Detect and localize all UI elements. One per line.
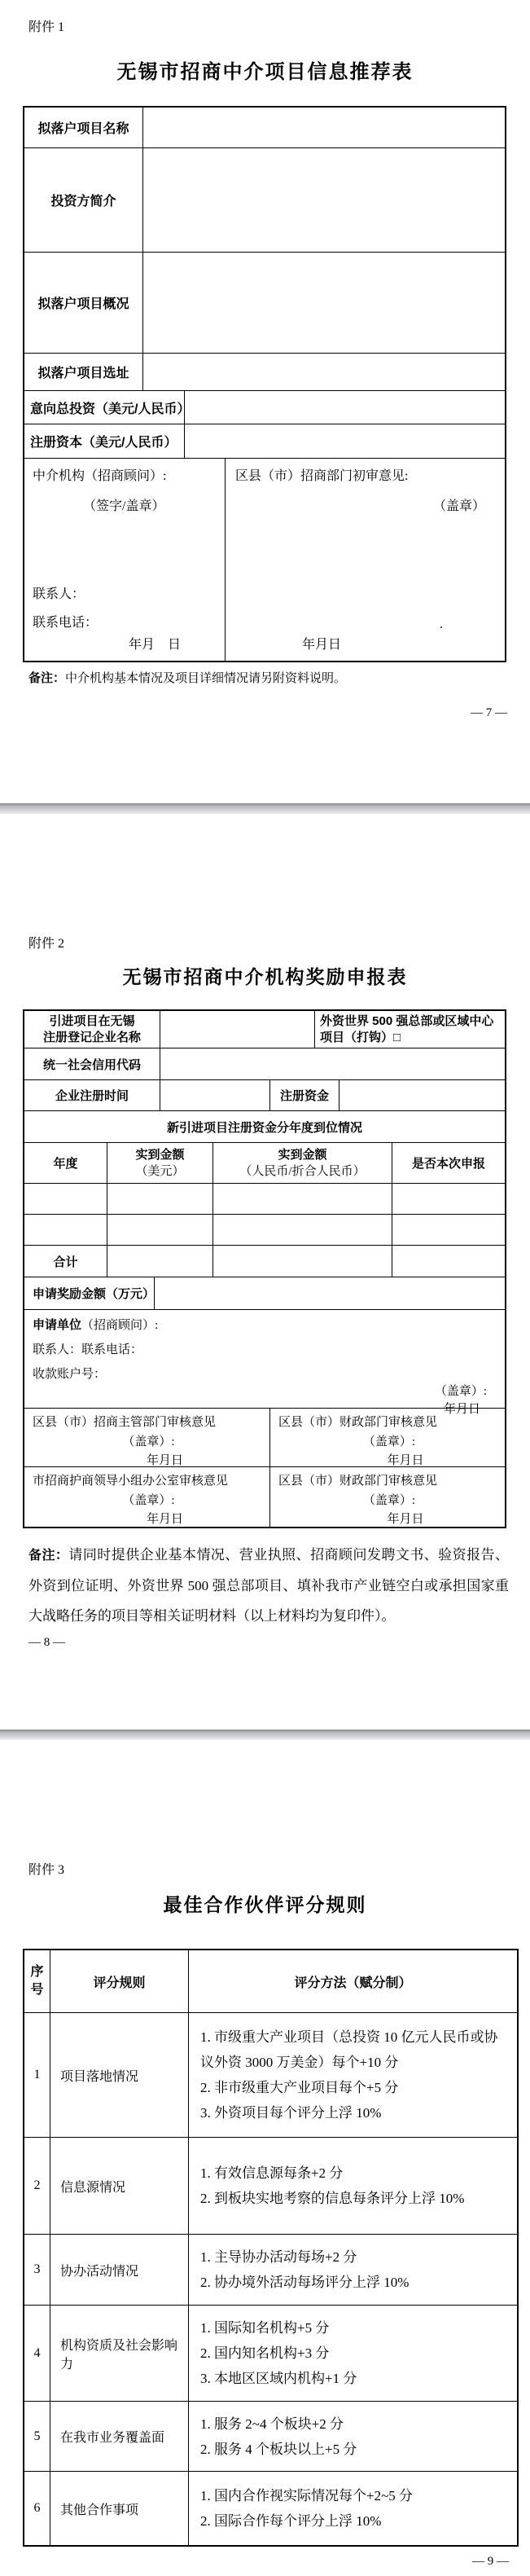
- table-row: [24, 424, 505, 459]
- input-cell: [155, 1277, 505, 1309]
- input-cell: [143, 108, 505, 147]
- rule-no: 6: [24, 2472, 50, 2545]
- page-separator: [0, 803, 530, 814]
- table-row: [24, 391, 505, 424]
- method-item: 2. 服务 4 个板块以上+5 分: [200, 2441, 357, 2457]
- rule-row: [24, 2138, 517, 2235]
- table-row: [24, 459, 505, 661]
- col-header-line: 实到金额: [278, 1147, 327, 1162]
- input-cell: [213, 1215, 392, 1245]
- award-application-table: [23, 1009, 506, 1528]
- method-item: 2. 非市级重大产业项目每个+5 分: [200, 2080, 399, 2095]
- total-label: 合计: [24, 1246, 107, 1277]
- rule-methods: [189, 2013, 517, 2137]
- approval-title: 区县（市）财政部门审核意见: [278, 1416, 438, 1429]
- col-header-no: [24, 1950, 50, 2012]
- approval-cell: [24, 1467, 270, 1527]
- rule-methods: [189, 2306, 517, 2401]
- method-item: 2. 协办境外活动每场评分上浮 10%: [200, 2275, 410, 2290]
- input-cell: [160, 1011, 315, 1048]
- rule-row: [24, 2402, 517, 2472]
- review-label: 区县（市）招商部门初审意见:: [235, 469, 409, 483]
- page-title: 最佳合作伙伴评分规则: [163, 1895, 367, 1915]
- input-cell: [213, 1184, 392, 1214]
- award-amount-label: 申请奖励金额（万元）: [24, 1277, 155, 1309]
- col-header-rmb: [213, 1143, 392, 1183]
- form-note: [28, 670, 507, 687]
- table-row: [24, 108, 505, 148]
- col-header-usd: [107, 1143, 213, 1183]
- row-label: 拟落户项目名称: [24, 108, 143, 147]
- col-header-year: 年度: [24, 1143, 107, 1183]
- input-cell: [160, 1048, 505, 1079]
- rule-name: 项目落地情况: [50, 2013, 189, 2137]
- method-item: 1. 国内合作视实际情况每个+2~5 分: [200, 2488, 414, 2503]
- rule-name: 机构资质及社会影响力: [50, 2306, 189, 2401]
- method-item: 1. 国际知名机构+5 分: [200, 2320, 330, 2336]
- rule-methods: [189, 2402, 517, 2471]
- page-2: [0, 814, 530, 1730]
- attachment-label: 附件 2: [28, 937, 65, 951]
- approval-row: [24, 1467, 505, 1527]
- input-cell: [213, 1246, 392, 1277]
- seal-label: （盖章）:: [434, 1385, 487, 1398]
- rule-no: 2: [24, 2138, 50, 2234]
- page-number: — 8 —: [28, 1636, 65, 1649]
- rule-row: [24, 2472, 517, 2545]
- scoring-rules-table: [23, 1949, 519, 2547]
- seal-label: （盖章）:: [362, 1494, 416, 1507]
- table-row: [24, 1048, 505, 1080]
- method-item: 1. 有效信息源每条+2 分: [200, 2165, 344, 2181]
- col-header-line: （美元）: [135, 1164, 185, 1178]
- rule-methods: [189, 2472, 517, 2545]
- award-amount-row: [24, 1277, 505, 1310]
- rule-row: [24, 2013, 517, 2138]
- page-1: [0, 0, 530, 803]
- date-line: 年月日: [302, 638, 342, 652]
- approval-cell: [270, 1467, 505, 1527]
- input-cell: [392, 1215, 505, 1245]
- table-row: [24, 148, 505, 253]
- table-header-row: [24, 1143, 505, 1184]
- rule-no: 4: [24, 2306, 50, 2401]
- table-row: [24, 253, 505, 354]
- date-line: 年月日: [443, 1403, 480, 1416]
- approval-title: 区县（市）招商主管部门审核意见: [33, 1416, 217, 1429]
- seal-label: （盖章）: [432, 499, 485, 513]
- input-cell: [107, 1184, 213, 1214]
- seal-label: （盖章）:: [122, 1494, 175, 1507]
- col-header-line: 号: [30, 1983, 44, 1997]
- approval-cell: [24, 1409, 270, 1466]
- note-text: 请同时提供企业基本情况、营业执照、招商顾问发聘文书、验资报告、外资到位证明、外资世界 500 强总部项目、填补我市产业链空白或承担国家重大战略任务的项目等相关证明材料（以上材料均为复印件）。: [28, 1547, 509, 1624]
- col-header-line: （人民币/折合人民币）: [239, 1164, 366, 1178]
- page-number: — 9 —: [472, 2555, 509, 2568]
- input-cell: [24, 1215, 107, 1245]
- approval-title: 市招商护商领导小组办公室审核意见: [33, 1475, 229, 1488]
- rule-row: [24, 2235, 517, 2306]
- rule-name: 信息源情况: [50, 2138, 189, 2234]
- form-note: [28, 1540, 509, 1631]
- note-text: 中介机构基本情况及项目详细情况请另附资料说明。: [65, 672, 347, 685]
- date-line: 年月 日: [129, 638, 182, 652]
- rule-methods: [189, 2235, 517, 2305]
- method-item: 1. 市级重大产业项目（总投资 10 亿元人民币或协议外资 3000 万美金）每个+10 分: [200, 2029, 498, 2070]
- agency-label: 中介机构（招商顾问）:: [33, 469, 167, 483]
- page-3: [0, 1740, 530, 2576]
- review-opinion-cell: [226, 459, 505, 661]
- input-cell: [185, 424, 505, 458]
- agency-signature-cell: [24, 459, 226, 661]
- row-label: [24, 1011, 160, 1048]
- row-label-line: 引进项目在无锡: [49, 1013, 135, 1028]
- method-item: 1. 主导协办活动每场+2 分: [200, 2249, 357, 2265]
- input-cell: [185, 391, 505, 424]
- applicant-unit-rest: （招商顾问）:: [81, 1319, 159, 1332]
- attachment-label: 附件 1: [28, 20, 65, 34]
- col-header-rule: 评分规则: [50, 1950, 189, 2012]
- date-line: 年月日: [146, 1454, 183, 1467]
- table-row: [24, 354, 505, 391]
- input-cell: [392, 1184, 505, 1214]
- note-label: 备注：: [28, 1549, 69, 1563]
- row-label: 拟落户项目概况: [24, 253, 143, 353]
- row-label-line: 注册登记企业名称: [42, 1030, 141, 1044]
- row-label: 统一社会信用代码: [24, 1048, 160, 1079]
- approval-cell: [270, 1409, 505, 1466]
- table-row: [24, 1215, 505, 1246]
- table-row: [24, 1184, 505, 1215]
- page-separator: [0, 1730, 530, 1740]
- method-item: 2. 国际合作每个评分上浮 10%: [200, 2513, 382, 2529]
- seal-label: （盖章）:: [122, 1435, 175, 1448]
- rule-no: 5: [24, 2402, 50, 2471]
- page-number: — 7 —: [471, 706, 507, 719]
- row-label: 企业注册时间: [24, 1080, 160, 1110]
- approval-title: 区县（市）财政部门审核意见: [278, 1475, 438, 1488]
- method-item: 3. 外资项目每个评分上浮 10%: [200, 2105, 382, 2121]
- table-header-row: [24, 1950, 517, 2013]
- rule-row: [24, 2306, 517, 2402]
- attachment-label: 附件 3: [28, 1863, 65, 1877]
- input-cell: [143, 354, 505, 390]
- input-cell: [143, 148, 505, 252]
- row-label: 拟落户项目选址: [24, 354, 143, 390]
- page-title: 无锡市招商中介机构奖励申报表: [122, 967, 408, 987]
- table-row: [24, 1011, 505, 1048]
- fortune500-checkbox-line: 项目（打钩）□: [320, 1031, 401, 1044]
- input-cell: [143, 253, 505, 353]
- note-label: 备注：: [28, 671, 66, 685]
- method-item: 1. 服务 2~4 个板块+2 分: [200, 2416, 344, 2432]
- method-item: 2. 国内知名机构+3 分: [200, 2345, 330, 2361]
- phone-label: 联系电话：: [33, 616, 99, 630]
- method-item: 2. 到板块实地考察的信息每条评分上浮 10%: [200, 2191, 465, 2206]
- rule-name: 协办活动情况: [50, 2235, 189, 2305]
- fortune500-checkbox-cell: [315, 1011, 505, 1048]
- approval-row: [24, 1409, 505, 1467]
- rule-name: 在我市业务覆盖面: [50, 2402, 189, 2471]
- applicant-contact-line: 联系人：联系电话：: [33, 1343, 143, 1356]
- applicant-unit-label: 申请单位: [33, 1318, 82, 1332]
- row-label: 注册资本（美元/人民币）: [24, 424, 185, 458]
- input-cell: [107, 1215, 213, 1245]
- rule-no: 1: [24, 2013, 50, 2137]
- input-cell: [24, 1184, 107, 1214]
- applicant-cell: [24, 1310, 505, 1416]
- sign-seal-label: （签字/盖章）: [83, 499, 165, 513]
- stray-dot: .: [440, 618, 443, 631]
- input-cell: [392, 1246, 505, 1277]
- table-row: [24, 1080, 505, 1111]
- input-cell: [107, 1246, 213, 1277]
- total-row: [24, 1246, 505, 1277]
- seal-label: （盖章）:: [362, 1435, 416, 1448]
- section-header: 新引进项目注册资金分年度到位情况: [166, 1120, 362, 1135]
- input-cell: [339, 1080, 505, 1110]
- col-header-line: 实到金额: [135, 1147, 185, 1162]
- row-label: 投资方简介: [24, 148, 143, 252]
- applicant-account-line: 收款账户号：: [33, 1368, 107, 1381]
- applicant-row: [24, 1310, 505, 1416]
- row-label: 意向总投资（美元/人民币）: [24, 391, 185, 424]
- rule-no: 3: [24, 2235, 50, 2305]
- contact-label: 联系人：: [33, 587, 85, 601]
- table-row: [24, 1111, 505, 1143]
- date-line: 年月日: [146, 1513, 183, 1526]
- col-header-method: 评分方法（赋分制）: [294, 1976, 412, 1990]
- col-header-declare: 是否本次申报: [411, 1157, 485, 1171]
- page-title: 无锡市招商中介项目信息推荐表: [116, 62, 414, 83]
- recommendation-form-table: [23, 106, 506, 662]
- col-header-line: 序: [30, 1965, 44, 1979]
- applicant-unit-line: [33, 1316, 493, 1333]
- date-line: 年月日: [387, 1513, 424, 1526]
- rule-methods: [189, 2138, 517, 2234]
- date-line: 年月日: [387, 1454, 424, 1467]
- fortune500-line: 外资世界 500 强总部或区域中心: [320, 1014, 494, 1028]
- rule-name: 其他合作事项: [50, 2472, 189, 2545]
- method-item: 3. 本地区区域内机构+1 分: [200, 2371, 357, 2386]
- row-label: 注册资金: [270, 1080, 339, 1110]
- input-cell: [160, 1080, 270, 1110]
